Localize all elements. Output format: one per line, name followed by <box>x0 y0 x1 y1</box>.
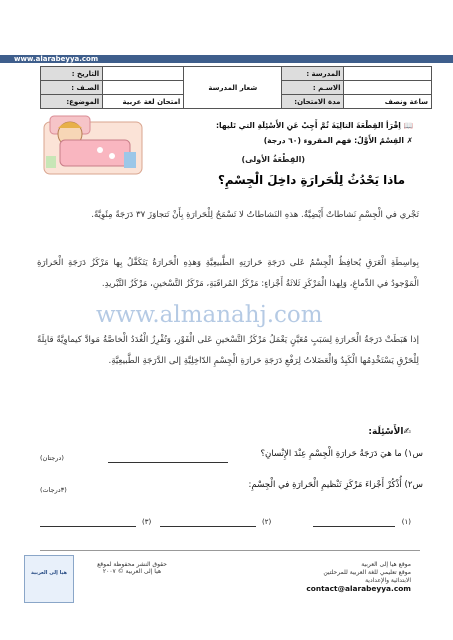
answer-number-3: (٣) <box>142 518 152 526</box>
passage-paragraph-1: تَجْري في الْجِسْمِ نَشاطاتٌ أَيْضِيَّةٌ. هذهِ النَشاطاتُ لا تَسْمَحُ لِلْحَرارَةِ بِأَنْ تَتجاوَزَ ٣٧ دَرَجَةً مِئَوِيَّةً. <box>91 210 419 220</box>
site-desc-line-3: الابتدائية والإعدادية <box>365 577 411 584</box>
exam-header-table <box>40 66 432 109</box>
answer-number-2: (٢) <box>262 518 272 526</box>
site-url-top[interactable]: www.alarabeyya.com <box>14 55 99 63</box>
site-desc-line-2: موقع تعليمي للغة العربية للمرحلتين <box>323 569 411 576</box>
question-2: س٢) أُذْكُرْ أَجْزاءَ مَرْكَزِ تَنْظيمِ الْحَرارَةِ في الْجِسْمِ: <box>248 480 423 490</box>
copyright-line-2: هيا إلى العربية © ٢٠٠٧ <box>102 568 162 575</box>
date-label: التاريخ : <box>41 67 103 81</box>
watermark: www.almanahj.com <box>96 302 323 328</box>
subject-label: الموضوع: <box>41 95 103 109</box>
school-field[interactable] <box>344 67 432 81</box>
site-description <box>266 561 411 585</box>
reading-instruction: 📖 اِقْرَأ القِطْعَةَ التالِيَةَ ثُمَّ أَجِبْ عَنِ الأَسْئِلَةِ التي تَليها: <box>216 121 413 130</box>
piece-label: (القِطْعَةُ الأولى) <box>241 155 305 164</box>
questions-heading: ✍الأَسْئِلَة: <box>368 427 411 437</box>
site-logo <box>24 555 74 603</box>
passage-paragraph-2: بِواسِطَةِ الْعَرَقِ يُحافِظُ الْجِسْمُ عَلى دَرَجَةِ حَرارَتِهِ الطَّبيعِيَّةِ وَهذِهِ الْحَرارَةُ يَتَكَفَّلُ بِها مَرْكَزُ دَرَجَةِ الْحَرارَةِ الْمَوْجودُ في الدِّماغِ، وَلِهذا الْمَرْكَزِ ثَلاثَةُ أَجْزاءٍ: مَرْكَزُ المُراقَبَةِ، مَرْكَزُ التَّسْخينِ، مَرْكَزُ التَّبْريدِ. <box>37 258 419 289</box>
name-field[interactable] <box>344 81 432 95</box>
sick-child-illustration <box>40 112 146 176</box>
grade-field[interactable] <box>103 81 184 95</box>
site-desc-line-1: موقع هيا إلى العربية <box>361 561 411 568</box>
footer-divider <box>40 550 420 551</box>
school-logo-placeholder: شعار المدرسة <box>184 67 282 109</box>
date-field[interactable] <box>103 67 184 81</box>
answer-line-2[interactable] <box>160 526 256 527</box>
duration-label: مدة الامتحان: <box>282 95 344 109</box>
answer-line-1[interactable] <box>313 526 395 527</box>
answer-number-1: (١) <box>401 518 411 526</box>
section-title: ✗ القِسْمُ الأَوَّلُ: فهم المقروء (٦٠ درجة) <box>263 136 413 145</box>
logo-text: هيا إلى العربية <box>31 570 67 576</box>
copyright-text <box>72 561 192 575</box>
copyright-line-1: حقوق النشر محفوظة لموقع <box>97 561 167 568</box>
answer-line-3[interactable] <box>40 526 136 527</box>
passage-title: ماذا يَحْدُثُ لِلْحَرارَةِ داخِلَ الْجِسْمِ؟ <box>218 173 405 187</box>
name-label: الاسـم : <box>282 81 344 95</box>
subject-value: امتحان لغة عربية <box>103 95 184 109</box>
school-label: المدرسة : <box>282 67 344 81</box>
question-1-points: (درجتان) <box>40 454 64 462</box>
answer-line-q1[interactable] <box>108 462 228 463</box>
question-1: س١) ما هيَ دَرَجَةُ حَرارَةِ الْجِسْمِ عِنْدَ الإِنْسانِ؟ <box>260 449 423 459</box>
grade-label: الصـف : <box>41 81 103 95</box>
duration-value: ساعة ونصف <box>344 95 432 109</box>
question-2-points: (٣درجات) <box>40 486 67 494</box>
contact-email-link[interactable]: contact@alarabeyya.com <box>306 584 411 593</box>
passage-paragraph-3: إذا هَبَطَتْ دَرَجَةُ الْحَرارَةِ لِسَبَبٍ مُعَيَّنٍ يَعْمَلُ مَرْكَزُ التَّسْخينِ عَلى الْفَوْرِ، وَتُفْرِزُ الْغُدَدُ الْخاصَّةُ مَوادَّ كيماوِيَّةً قابِلَةً لِلْحَرْقِ يَسْتَخْدِمُها الْكَبِدُ وَالْعَضَلاتُ لِرَفْعِ دَرَجَةِ حَرارَةِ الْجِسْمِ الدّاخِلِيَّةِ إلى الدَّرَجَةِ الطَّبيعِيَّةِ. <box>37 335 419 366</box>
